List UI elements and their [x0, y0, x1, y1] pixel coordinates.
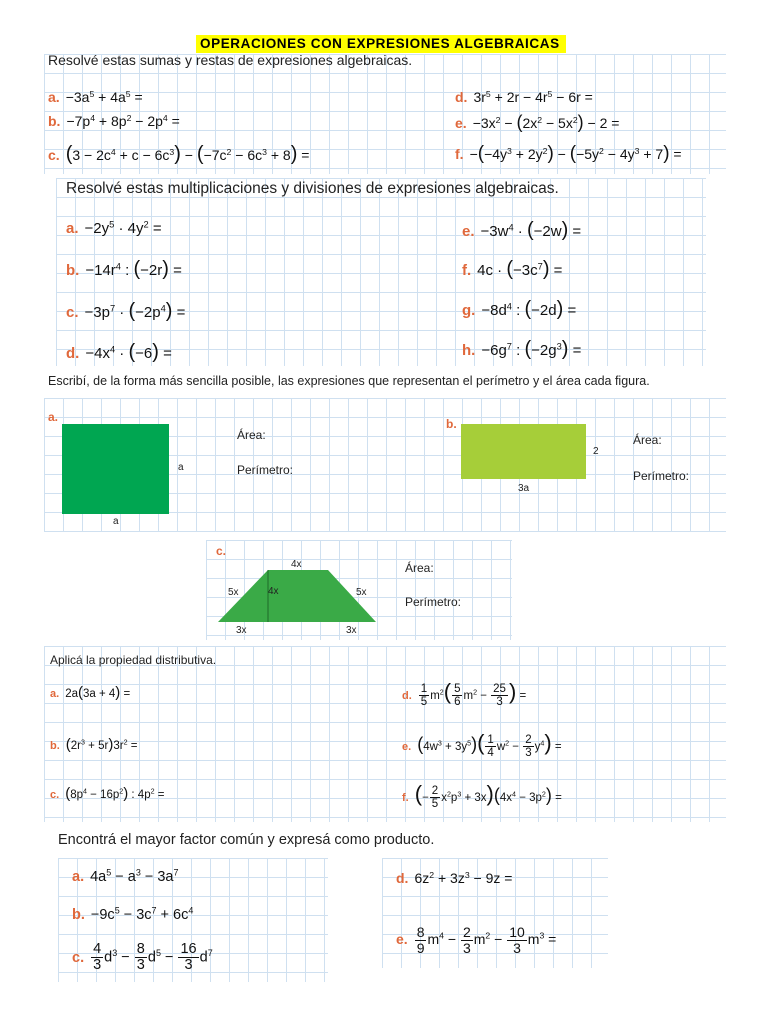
- s2-label-h: h.: [462, 342, 476, 359]
- fig-c-bottom-right: 3x: [346, 625, 357, 636]
- s1-label-e: e.: [455, 115, 467, 131]
- fig-c-height: 4x: [268, 586, 279, 597]
- fig-c-area-label: Área:: [405, 561, 434, 575]
- s4-ex-f: f. (− $\frac{2}{5}$ $x^2p^3 + 3x)(4x^4 - 3p^2)$ =: [402, 781, 562, 811]
- fig-c-right: 5x: [356, 587, 367, 598]
- s2-ex-e: e. $-3w^4 \cdot (-2w)$ =: [462, 219, 582, 241]
- s2-label-a: a.: [66, 220, 79, 237]
- s1-ex-e: e. $-3x^2 - (2x^2 - 5x^2) - 2$ =: [455, 112, 620, 132]
- fig-a-side-right: a: [178, 462, 184, 473]
- s4-ex-a: a. 2a(3a + 4) =: [50, 684, 131, 701]
- s4-label-b: b.: [50, 740, 60, 752]
- fig-b-side-right: 2: [593, 446, 599, 457]
- fig-b-label: b.: [446, 417, 457, 431]
- section4-instruction: Aplicá la propiedad distributiva.: [50, 653, 217, 667]
- s5-ex-d: d. $6z^2 + 3z^3 - 9z$ =: [396, 869, 513, 886]
- s4-label-a: a.: [50, 688, 60, 700]
- s2-ex-f: f. $4c \cdot (-3c^7)$ =: [462, 258, 563, 280]
- s1-ex-a: a. $-3a^5 + 4a^5$ =: [48, 88, 143, 105]
- s5-ex-e: e. $\frac{8}{9}$ $m^4$ − $\frac{2}{3}$ $m^2$ − $\frac{10}{3}$ $m^3$ =: [396, 924, 557, 956]
- rectangle-figure-b: [461, 424, 586, 479]
- fig-c-label: c.: [216, 544, 227, 558]
- page-title: OPERACIONES CON EXPRESIONES ALGEBRAICAS: [196, 35, 566, 53]
- s4-ex-b: b. $(2r^3 + 5r)3r^2$ =: [50, 736, 138, 753]
- s2-label-e: e.: [462, 223, 475, 240]
- section3-instruction: Escribí, de la forma más sencilla posible, las expresiones que representan el perímetro y el área cada figura.: [48, 374, 650, 388]
- fig-b-perimeter-label: Perímetro:: [633, 469, 690, 483]
- section2-instruction: Resolvé estas multiplicaciones y divisiones de expresiones algebraicas.: [66, 180, 559, 197]
- s5-ex-a: a. $4a^5 - a^3 - 3a^7$: [72, 867, 179, 885]
- s1-label-f: f.: [455, 146, 464, 162]
- s5-label-c: c.: [72, 949, 85, 966]
- s2-ex-a: a. $-2y^5 \cdot 4y^2$ =: [66, 219, 162, 237]
- s1-ex-c: c. $(3 - 2c^4 + c - 6c^3) - (-7c^2 - 6c^3 + 8)$ =: [48, 143, 310, 165]
- s1-label-c: c.: [48, 147, 60, 163]
- fig-b-area-label: Área:: [633, 433, 662, 447]
- s4-label-c: c.: [50, 789, 60, 801]
- s2-ex-c: c. $-3p^7 \cdot (-2p^4)$ =: [66, 300, 186, 322]
- fig-c-left: 5x: [228, 587, 239, 598]
- s2-label-b: b.: [66, 262, 80, 279]
- s4-label-e: e.: [402, 741, 412, 753]
- trapezoid-shape: [218, 570, 376, 622]
- s4-ex-e: e. $(4w^3 + 3y^5)$( $\frac{1}{4}$ $w^2$ − $\frac{2}{3}$ $y^4$) =: [402, 730, 562, 760]
- s2-label-f: f.: [462, 262, 472, 279]
- section1-instruction: Resolvé estas sumas y restas de expresiones algebraicas.: [48, 52, 413, 68]
- fig-c-bottom-left: 3x: [236, 625, 247, 636]
- s2-label-d: d.: [66, 345, 80, 362]
- s5-ex-b: b. $-9c^5 - 3c^7 + 6c^4$: [72, 905, 194, 923]
- fig-a-label: a.: [48, 410, 59, 424]
- s2-label-c: c.: [66, 304, 79, 321]
- s2-ex-b: b. $-14r^4$ : (−2r) =: [66, 258, 182, 280]
- square-figure-a: [62, 424, 169, 514]
- s2-ex-h: h. $-6g^7$ : $(-2g^3)$ =: [462, 338, 582, 360]
- s5-ex-c: c. $\frac{4}{3}$ $d^3$ − $\frac{8}{3}$ $d^5$ − $\frac{16}{3}$ $d^7$: [72, 941, 213, 974]
- s1-ex-b: b. $-7p^4 + 8p^2 - 2p^4$ =: [48, 112, 180, 129]
- s1-label-b: b.: [48, 113, 61, 129]
- fig-b-side-bottom: 3a: [518, 483, 530, 494]
- s4-label-d: d.: [402, 690, 412, 702]
- trapezoid-figure-c: [216, 566, 378, 626]
- s5-label-b: b.: [72, 907, 85, 923]
- s1-label-d: d.: [455, 89, 468, 105]
- fig-a-perimeter-label: Perímetro:: [237, 463, 294, 477]
- s1-label-a: a.: [48, 89, 60, 105]
- s1-ex-f: f. $-(-4y^3 + 2y^2) - (-5y^2 - 4y^3 + 7)$ =: [455, 143, 682, 164]
- s5-label-d: d.: [396, 870, 409, 886]
- s4-ex-c: c. $(8p^4 - 16p^2)$ : $4p^2$ =: [50, 785, 165, 802]
- fig-c-perimeter-label: Perímetro:: [405, 595, 462, 609]
- s5-label-a: a.: [72, 869, 85, 885]
- fig-a-side-bottom: a: [113, 516, 119, 527]
- s5-label-e: e.: [396, 930, 408, 947]
- s2-ex-g: g. $-8d^4$ : (−2d) =: [462, 298, 577, 320]
- s4-label-f: f.: [402, 792, 409, 804]
- fig-a-area-label: Área:: [237, 428, 266, 442]
- s2-ex-d: d. $-4x^4 \cdot (-6)$ =: [66, 341, 172, 363]
- section5-instruction: Encontrá el mayor factor común y expresá como producto.: [58, 832, 435, 848]
- fig-c-top: 4x: [291, 559, 302, 570]
- s4-ex-d: d. $\frac{1}{5}$ $m^2$( $\frac{5}{6}$ $m^2$ − $\frac{25}{3}$ ) =: [402, 679, 527, 709]
- s1-ex-d: d. $3r^5 + 2r - 4r^5 - 6r$ =: [455, 88, 593, 105]
- s2-label-g: g.: [462, 302, 476, 319]
